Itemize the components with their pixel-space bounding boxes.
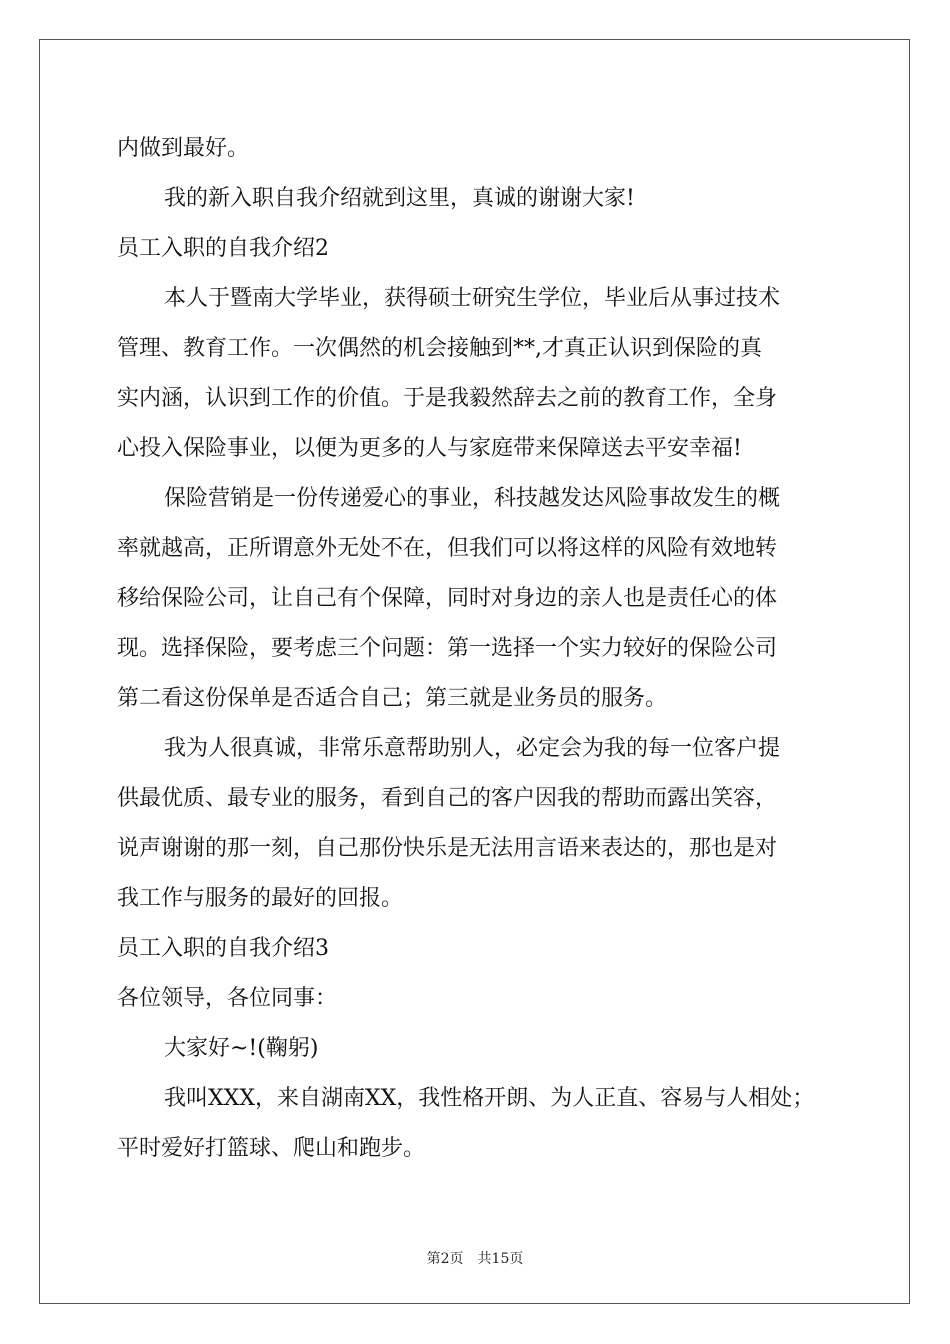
paragraph-line: 我工作与服务的最好的回报。 xyxy=(117,886,404,911)
section-heading: 员工入职的自我介绍2 xyxy=(117,236,329,261)
paragraph-line: 我叫XXX，来自湖南XX，我性格开朗、为人正直、容易与人相处； xyxy=(164,1086,815,1111)
paragraph-line: 现。选择保险，要考虑三个问题：第一选择一个实力较好的保险公司 xyxy=(117,636,778,661)
page-border xyxy=(39,39,910,1304)
paragraph-line: 率就越高，正所谓意外无处不在，但我们可以将这样的风险有效地转 xyxy=(117,536,778,561)
page-number: 第2页 xyxy=(426,1251,464,1267)
paragraph-line: 内做到最好。 xyxy=(117,136,250,161)
paragraph-line: 管理、教育工作。一次偶然的机会接触到**,才真正认识到保险的真 xyxy=(117,336,762,361)
paragraph-line: 平时爱好打篮球、爬山和跑步。 xyxy=(117,1136,426,1161)
paragraph-line: 我的新入职自我介绍就到这里，真诚的谢谢大家! xyxy=(164,186,635,211)
page-total: 共15页 xyxy=(477,1251,524,1267)
paragraph-line: 保险营销是一份传递爱心的事业，科技越发达风险事故发生的概 xyxy=(164,486,781,511)
section-heading: 员工入职的自我介绍3 xyxy=(117,936,329,961)
paragraph-line: 说声谢谢的那一刻，自己那份快乐是无法用言语来表达的，那也是对 xyxy=(117,836,778,861)
page-footer xyxy=(0,1248,950,1268)
paragraph-line: 我为人很真诚，非常乐意帮助别人，必定会为我的每一位客户提 xyxy=(164,736,781,761)
paragraph-line: 移给保险公司，让自己有个保障，同时对身边的亲人也是责任心的体 xyxy=(117,586,778,611)
paragraph-line: 心投入保险事业，以便为更多的人与家庭带来保障送去平安幸福! xyxy=(117,436,742,461)
paragraph-line: 实内涵，认识到工作的价值。于是我毅然辞去之前的教育工作，全身 xyxy=(117,386,778,411)
paragraph-line: 各位领导，各位同事： xyxy=(117,986,338,1011)
paragraph-line: 供最优质、最专业的服务，看到自己的客户因我的帮助而露出笑容， xyxy=(117,786,778,811)
paragraph-line: 本人于暨南大学毕业，获得硕士研究生学位，毕业后从事过技术 xyxy=(164,286,781,311)
paragraph-line: 大家好~!(鞠躬) xyxy=(164,1036,319,1061)
paragraph-line: 第二看这份保单是否适合自己；第三就是业务员的服务。 xyxy=(117,686,668,711)
